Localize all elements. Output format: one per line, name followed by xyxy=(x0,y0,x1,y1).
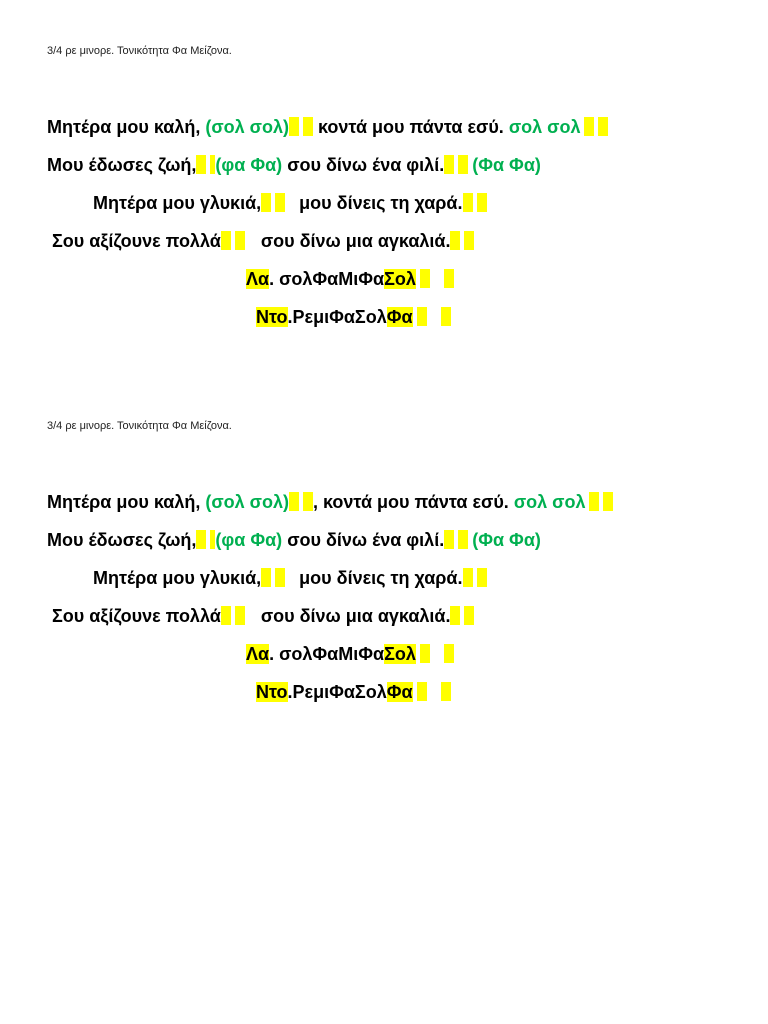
highlight-mark xyxy=(275,568,285,587)
note-highlight: Σολ xyxy=(384,644,416,664)
chord-text: (Φα Φα) xyxy=(472,530,541,550)
lyric-text: μου δίνεις τη χαρά. xyxy=(299,193,463,213)
lyric-text: Μου έδωσες ζωή, xyxy=(47,530,197,550)
chord-text: σολ σολ xyxy=(508,117,581,137)
heading: 3/4 ρε μινορε. Τονικότητα Φα Μείζονα. xyxy=(47,45,232,57)
highlight-mark xyxy=(444,269,454,288)
lyric-text: Μητέρα μου καλή, xyxy=(47,492,206,512)
highlight-mark xyxy=(235,606,245,625)
lyric-text: Μητέρα μου γλυκιά, xyxy=(93,193,262,213)
solfege-line-1 xyxy=(246,643,454,665)
lyric-line-2 xyxy=(47,154,541,176)
highlight-mark xyxy=(458,530,468,549)
highlight-mark xyxy=(196,530,206,549)
highlight-mark xyxy=(420,644,430,663)
lyric-text: σου δίνω ένα φιλί. xyxy=(282,530,445,550)
chord-text: (φα Φα) xyxy=(215,155,283,175)
highlight-mark xyxy=(463,193,473,212)
highlight-mark xyxy=(303,492,313,511)
highlight-mark xyxy=(261,193,271,212)
note-text: . σολ xyxy=(269,644,313,664)
highlight-mark xyxy=(444,644,454,663)
highlight-mark xyxy=(420,269,430,288)
highlight-mark xyxy=(458,155,468,174)
highlight-mark xyxy=(464,606,474,625)
highlight-mark xyxy=(477,193,487,212)
note-highlight: Λα xyxy=(246,644,270,664)
lyric-text: , κοντά μου πάντα εσύ. xyxy=(312,492,514,512)
highlight-mark xyxy=(441,682,451,701)
solfege-line-1 xyxy=(246,268,454,290)
note-text: ΦαΜι xyxy=(312,269,359,289)
highlight-mark xyxy=(477,568,487,587)
highlight-mark xyxy=(196,155,206,174)
lyric-text: μου δίνεις τη χαρά. xyxy=(299,568,463,588)
solfege-line-2 xyxy=(256,681,451,703)
lyric-line-1 xyxy=(47,491,613,513)
note-highlight: Φα xyxy=(386,682,413,702)
highlight-mark xyxy=(444,155,454,174)
note-text: Φα xyxy=(358,644,385,664)
chord-text: (Φα Φα) xyxy=(472,155,541,175)
highlight-mark xyxy=(261,568,271,587)
highlight-mark xyxy=(275,193,285,212)
lyric-text: σου δίνω ένα φιλί. xyxy=(282,155,445,175)
note-text: . σολ xyxy=(269,269,313,289)
lyric-text: Μητέρα μου γλυκιά, xyxy=(93,568,262,588)
lyric-text: κοντά μου πάντα εσύ. xyxy=(312,117,509,137)
chord-text: σολ σολ xyxy=(513,492,586,512)
highlight-mark xyxy=(464,231,474,250)
chord-text: (φα Φα) xyxy=(215,530,283,550)
highlight-mark xyxy=(221,606,231,625)
note-highlight: Φα xyxy=(386,307,413,327)
highlight-mark xyxy=(598,117,608,136)
note-text: .ΡεμιΦαΣολ xyxy=(287,682,387,702)
highlight-mark xyxy=(463,568,473,587)
highlight-mark xyxy=(417,307,427,326)
note-highlight: Ντο xyxy=(256,307,288,327)
lyric-text: σου δίνω μια αγκαλιά. xyxy=(260,606,451,626)
highlight-mark xyxy=(441,307,451,326)
highlight-mark xyxy=(235,231,245,250)
highlight-mark xyxy=(221,231,231,250)
highlight-mark xyxy=(450,606,460,625)
lyric-text: Σου αξίζουνε πολλά xyxy=(52,606,221,626)
lyric-line-4 xyxy=(52,230,474,252)
chord-text: (σολ σολ) xyxy=(205,492,289,512)
highlight-mark xyxy=(444,530,454,549)
note-highlight: Σολ xyxy=(384,269,416,289)
highlight-mark xyxy=(289,117,299,136)
chord-text: (σολ σολ) xyxy=(205,117,289,137)
highlight-mark xyxy=(289,492,299,511)
note-text: .ΡεμιΦαΣολ xyxy=(287,307,387,327)
highlight-mark xyxy=(589,492,599,511)
lyric-line-3 xyxy=(93,192,487,214)
lyric-line-4 xyxy=(52,605,474,627)
heading: 3/4 ρε μινορε. Τονικότητα Φα Μείζονα. xyxy=(47,420,232,432)
lyric-text: Σου αξίζουνε πολλά xyxy=(52,231,221,251)
lyric-text: Μου έδωσες ζωή, xyxy=(47,155,197,175)
lyric-text: σου δίνω μια αγκαλιά. xyxy=(260,231,451,251)
lyric-line-1 xyxy=(47,116,608,138)
lyric-line-3 xyxy=(93,567,487,589)
highlight-mark xyxy=(417,682,427,701)
note-text: Φα xyxy=(358,269,385,289)
note-highlight: Ντο xyxy=(256,682,288,702)
highlight-mark xyxy=(584,117,594,136)
lyric-line-2 xyxy=(47,529,541,551)
note-text: ΦαΜι xyxy=(312,644,359,664)
highlight-mark xyxy=(603,492,613,511)
note-highlight: Λα xyxy=(246,269,270,289)
highlight-mark xyxy=(450,231,460,250)
highlight-mark xyxy=(303,117,313,136)
solfege-line-2 xyxy=(256,306,451,328)
lyric-text: Μητέρα μου καλή, xyxy=(47,117,206,137)
